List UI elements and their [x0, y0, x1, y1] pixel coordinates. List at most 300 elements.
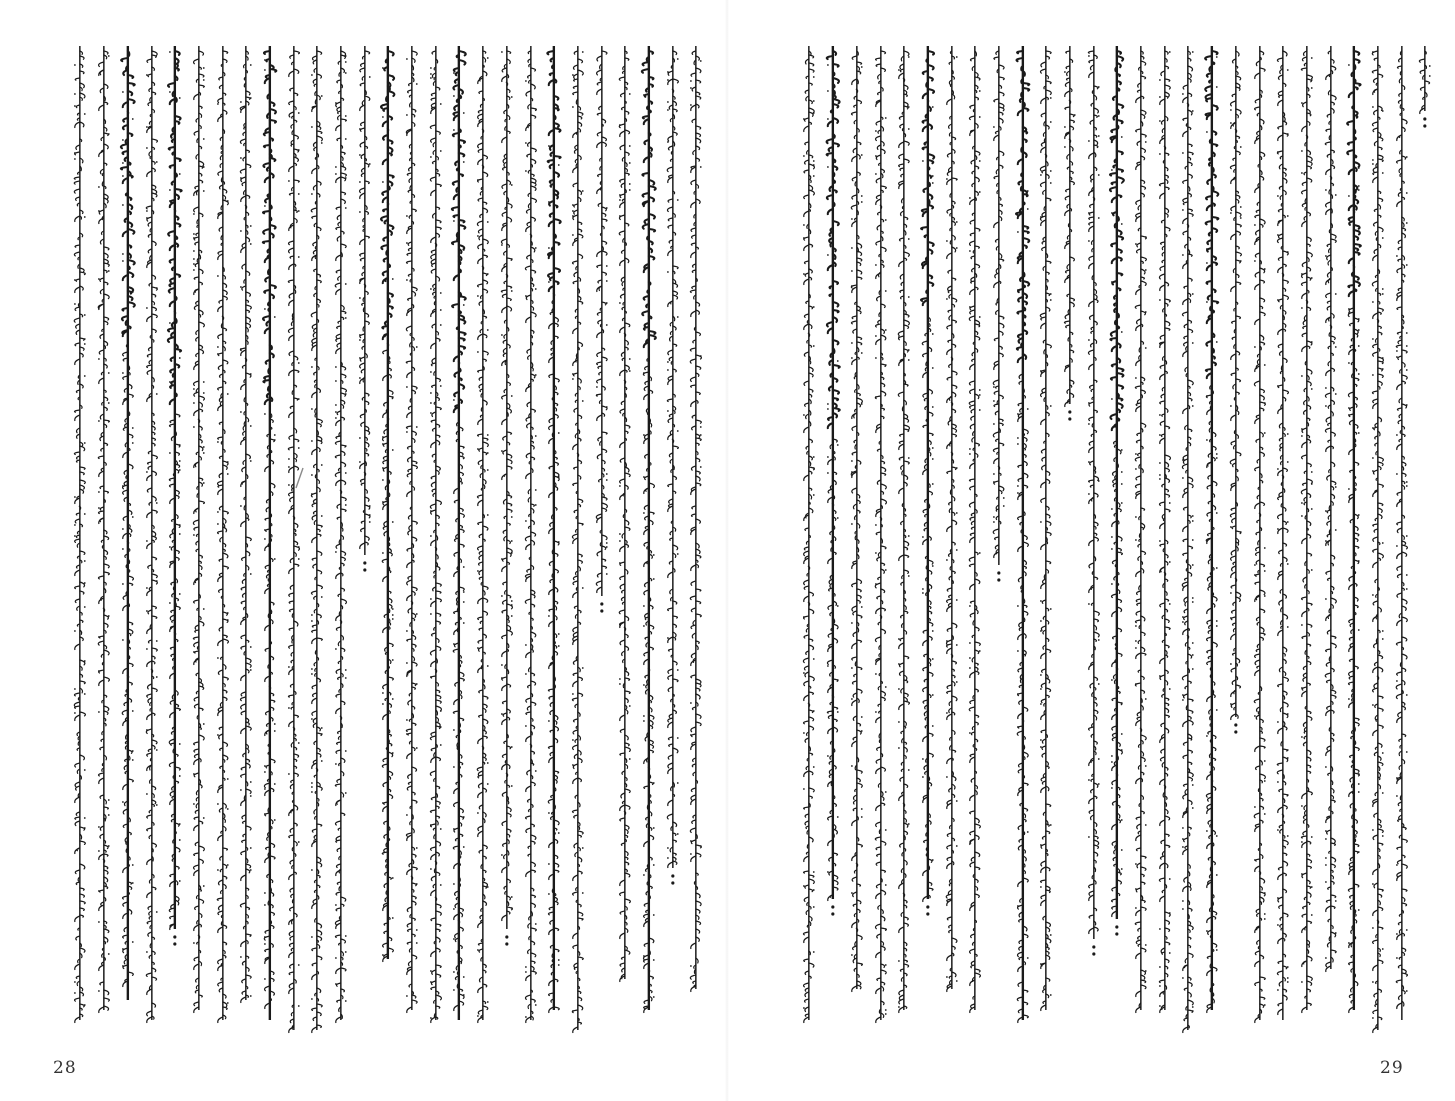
script-glyph: [625, 899, 631, 903]
script-dot: [179, 880, 181, 882]
script-dot: [146, 793, 148, 795]
script-glyph: [80, 948, 85, 952]
script-glyph: [246, 663, 251, 667]
script-glyph: [194, 392, 199, 396]
script-glyph: [1378, 829, 1383, 832]
script-glyph: [530, 148, 535, 152]
script-word-tail: [596, 517, 601, 523]
script-dot: [430, 371, 432, 373]
script-glyph: [672, 79, 678, 83]
script-dot: [700, 355, 702, 357]
script-glyph: [483, 526, 488, 530]
script-glyph: [288, 248, 293, 253]
script-glyph: [525, 536, 530, 541]
script-glyph: [1396, 522, 1401, 525]
left-text-column: [211, 40, 235, 1050]
script-glyph: [199, 501, 205, 504]
script-dot: [203, 392, 205, 394]
script-glyph: [104, 650, 109, 655]
script-dot: [667, 141, 669, 143]
script-word-tail: [241, 247, 246, 253]
script-glyph: [436, 220, 441, 223]
left-text-column: [661, 40, 685, 1050]
script-word-tail: [478, 987, 483, 993]
script-dot: [643, 684, 645, 686]
script-glyph: [1396, 684, 1402, 689]
script-glyph: [1396, 980, 1402, 983]
script-dot: [1406, 751, 1408, 753]
script-word-tail: [336, 480, 341, 486]
script-dot: [146, 729, 148, 731]
left-text-column: [471, 40, 495, 1050]
script-dot: [700, 466, 702, 468]
script-dot: [240, 101, 242, 103]
script-dot: [203, 138, 205, 140]
script-glyph: [625, 789, 630, 792]
script-glyph: [1397, 307, 1402, 309]
script-word-tail: [194, 759, 199, 765]
script-dot: [382, 703, 384, 705]
script-glyph: [75, 539, 80, 542]
script-word-tail: [525, 386, 530, 392]
script-dot: [511, 600, 513, 602]
script-word-tail: [194, 1007, 199, 1013]
script-dot: [487, 1001, 489, 1003]
script-word-tail: [288, 568, 293, 574]
script-glyph: [317, 824, 322, 826]
script-dot: [98, 670, 100, 672]
script-word-tail: [217, 576, 222, 582]
script-glyph: [317, 551, 322, 555]
script-dot: [321, 733, 323, 735]
script-word-tail: [431, 311, 436, 317]
script-dot: [321, 596, 323, 598]
script-glyph: [217, 437, 222, 439]
script-word-tail: [146, 989, 151, 995]
script-dot: [122, 139, 124, 141]
script-dot: [240, 505, 242, 507]
script-word-tail: [478, 419, 483, 425]
script-word-tail: [502, 651, 507, 657]
script-glyph: [193, 381, 198, 385]
script-glyph: [99, 511, 104, 514]
script-dot: [250, 460, 252, 462]
script-dot: [311, 786, 313, 788]
mongolian-script-line: [68, 40, 92, 1050]
script-word-tail: [359, 463, 364, 469]
script-glyph: [620, 892, 625, 895]
script-dot: [250, 425, 252, 427]
mongolian-script-line: [424, 40, 448, 1050]
script-dot: [345, 1000, 347, 1002]
script-word-tail: [407, 412, 412, 418]
script-glyph: [478, 284, 483, 287]
script-dot: [122, 91, 124, 93]
right-text-column: [1390, 40, 1414, 1050]
script-dot: [700, 166, 702, 168]
script-glyph: [572, 745, 577, 750]
script-dot: [359, 211, 361, 213]
script-dot: [321, 464, 323, 466]
left-text-column: [424, 40, 448, 1050]
script-glyph: [1378, 762, 1383, 765]
script-glyph: [288, 593, 293, 596]
script-dot: [511, 907, 513, 909]
script-dot: [629, 93, 631, 95]
script-dot: [453, 220, 455, 222]
script-word-tail: [407, 595, 412, 601]
script-dot: [511, 746, 513, 748]
script-glyph: [601, 432, 606, 434]
script-glyph: [619, 610, 625, 614]
script-dot: [1382, 172, 1384, 174]
script-dot: [74, 981, 76, 983]
script-dot: [667, 410, 669, 412]
script-dot: [677, 199, 679, 201]
script-word-tail: [217, 405, 222, 411]
script-word-tail: [691, 202, 696, 208]
script-dot: [487, 886, 489, 888]
script-word-tail: [478, 738, 483, 744]
script-dot: [217, 657, 219, 659]
script-word-tail: [620, 202, 625, 208]
script-word-tail: [1420, 108, 1425, 114]
script-dot: [335, 957, 337, 959]
script-dot: [558, 633, 560, 635]
script-glyph: [312, 312, 318, 317]
script-dot: [430, 412, 432, 414]
script-word-tail: [359, 193, 364, 199]
script-glyph: [80, 272, 85, 275]
script-dot: [298, 112, 300, 114]
script-glyph: [246, 305, 251, 309]
script-dot: [193, 263, 195, 265]
script-dot: [311, 440, 313, 442]
script-glyph: [620, 818, 625, 821]
script-dot: [1406, 264, 1408, 266]
script-dot: [226, 612, 228, 614]
script-dot: [335, 366, 337, 368]
script-glyph: [596, 379, 601, 383]
script-dot: [1372, 51, 1374, 53]
script-dot: [440, 385, 442, 387]
script-word-tail: [312, 974, 317, 980]
script-word-tail: [288, 721, 293, 727]
pencil-mark-icon: [293, 466, 305, 492]
script-dot: [629, 189, 631, 191]
script-glyph: [1373, 399, 1378, 403]
script-glyph: [430, 650, 435, 655]
script-glyph: [151, 139, 157, 142]
script-dot: [534, 247, 536, 249]
script-dot: [108, 845, 110, 847]
script-dot: [582, 51, 584, 53]
script-word-tail: [99, 151, 104, 157]
script-dot: [487, 329, 489, 331]
script-word-tail: [620, 370, 625, 376]
script-dot: [122, 965, 124, 967]
script-dot: [501, 677, 503, 679]
script-dot: [605, 302, 607, 304]
paragraph-end-mark: [505, 942, 508, 945]
script-glyph: [151, 648, 156, 651]
script-word-tail: [1396, 201, 1401, 207]
script-dot: [653, 996, 655, 998]
script-dot: [240, 411, 242, 413]
script-dot: [534, 489, 536, 491]
script-word-tail: [336, 420, 341, 426]
script-glyph: [104, 677, 110, 681]
script-word-tail: [478, 334, 483, 340]
script-glyph: [193, 865, 198, 869]
script-glyph: [104, 294, 109, 299]
script-glyph: [241, 646, 246, 649]
script-dot: [98, 210, 100, 212]
script-dot: [74, 158, 76, 160]
script-word-tail: [407, 228, 412, 234]
mongolian-script-line: [1390, 40, 1414, 1050]
script-dot: [264, 529, 266, 531]
script-word-tail: [217, 1017, 222, 1023]
script-glyph: [483, 351, 488, 355]
script-dot: [700, 426, 702, 428]
script-dot: [406, 814, 408, 816]
script-glyph: [691, 180, 696, 185]
script-word-tail: [691, 105, 696, 111]
script-dot: [582, 918, 584, 920]
script-dot: [453, 399, 455, 401]
script-dot: [548, 201, 550, 203]
script-glyph: [75, 181, 81, 184]
script-dot: [359, 181, 361, 183]
script-dot: [203, 79, 205, 81]
script-dot: [335, 411, 337, 413]
script-dot: [653, 554, 655, 556]
script-dot: [1382, 752, 1384, 754]
script-word-tail: [1396, 553, 1401, 559]
script-dot: [392, 449, 394, 451]
script-word-tail: [525, 1017, 530, 1023]
script-dot: [108, 402, 110, 404]
script-dot: [430, 1017, 432, 1019]
script-dot: [146, 471, 148, 473]
script-dot: [382, 436, 384, 438]
script-dot: [487, 514, 489, 516]
script-dot: [146, 74, 148, 76]
script-dot: [440, 292, 442, 294]
script-glyph: [336, 694, 341, 697]
script-dot: [179, 97, 181, 99]
script-glyph: [193, 520, 198, 525]
script-word-tail: [75, 797, 80, 803]
script-word-tail: [620, 805, 625, 811]
script-glyph: [80, 551, 85, 554]
script-dot: [643, 94, 645, 96]
script-glyph: [241, 903, 246, 907]
script-dot: [98, 636, 100, 638]
mongolian-script-line: [329, 40, 353, 1050]
script-glyph: [691, 975, 697, 979]
script-dot: [1372, 427, 1374, 429]
script-word-tail: [146, 661, 151, 667]
script-word-tail: [667, 862, 672, 868]
script-dot: [298, 362, 300, 364]
script-dot: [392, 608, 394, 610]
script-glyph: [151, 574, 156, 578]
script-dot: [382, 802, 384, 804]
script-dot: [430, 288, 432, 290]
script-word-tail: [525, 652, 530, 658]
script-glyph: [691, 359, 697, 363]
script-dot: [416, 747, 418, 749]
script-dot: [572, 378, 574, 380]
script-dot: [572, 215, 574, 217]
script-word-tail: [312, 1027, 317, 1033]
script-dot: [416, 346, 418, 348]
script-glyph: [412, 51, 417, 55]
script-word-tail: [241, 384, 246, 390]
script-dot: [629, 358, 631, 360]
script-glyph: [1396, 672, 1401, 675]
script-glyph: [436, 965, 441, 967]
script-word-tail: [667, 177, 672, 183]
script-dot: [250, 573, 252, 575]
script-word-tail: [1373, 667, 1378, 673]
script-dot: [146, 540, 148, 542]
script-glyph: [572, 534, 577, 538]
script-word-tail: [75, 964, 80, 970]
script-word-tail: [217, 116, 222, 122]
page-number-left: 28: [53, 1058, 77, 1078]
script-glyph: [578, 234, 583, 238]
script-word-tail: [241, 875, 246, 881]
script-word-tail: [691, 565, 696, 571]
script-word-tail: [478, 500, 483, 506]
script-dot: [335, 983, 337, 985]
script-dot: [548, 281, 550, 283]
script-glyph: [407, 580, 412, 585]
script-dot: [108, 615, 110, 617]
script-dot: [288, 458, 290, 460]
script-dot: [619, 215, 621, 217]
script-dot: [605, 479, 607, 481]
script-glyph: [222, 553, 227, 558]
script-word-tail: [620, 715, 625, 721]
script-dot: [203, 817, 205, 819]
script-dot: [84, 513, 86, 515]
script-glyph: [668, 136, 673, 141]
script-word-tail: [620, 880, 625, 886]
script-dot: [440, 710, 442, 712]
script-word-tail: [1373, 255, 1378, 261]
script-dot: [511, 540, 513, 542]
script-word-tail: [525, 871, 530, 877]
script-glyph: [104, 706, 109, 711]
script-glyph: [1401, 617, 1406, 622]
script-glyph: [625, 873, 630, 877]
script-dot: [84, 693, 86, 695]
script-glyph: [1401, 119, 1406, 124]
script-dot: [1429, 75, 1431, 77]
script-dot: [288, 707, 290, 709]
script-dot: [335, 648, 337, 650]
script-dot: [440, 744, 442, 746]
mongolian-script-line: [353, 40, 377, 1050]
script-glyph: [1378, 696, 1383, 698]
script-dot: [406, 719, 408, 721]
script-glyph: [502, 184, 507, 188]
script-dot: [264, 413, 266, 415]
script-dot: [596, 386, 598, 388]
script-glyph: [667, 350, 672, 355]
script-word-tail: [288, 412, 293, 418]
script-word-tail: [99, 471, 104, 477]
script-glyph: [151, 455, 157, 459]
script-dot: [84, 375, 86, 377]
script-dot: [311, 193, 313, 195]
script-glyph: [1378, 843, 1383, 845]
script-glyph: [430, 138, 435, 142]
script-dot: [572, 210, 574, 212]
script-glyph: [412, 537, 417, 541]
script-dot: [1406, 404, 1408, 406]
script-glyph: [75, 998, 80, 1001]
script-dot: [548, 615, 550, 617]
script-dot: [1372, 457, 1374, 459]
script-dot: [345, 935, 347, 937]
script-glyph: [1396, 694, 1401, 699]
script-glyph: [578, 912, 583, 916]
script-glyph: [1372, 70, 1378, 73]
script-glyph: [222, 360, 227, 364]
script-glyph: [667, 814, 673, 819]
script-glyph: [1378, 374, 1383, 377]
script-dot: [667, 71, 669, 73]
script-dot: [335, 404, 337, 406]
script-dot: [511, 96, 513, 98]
script-glyph: [312, 208, 318, 212]
script-word-tail: [194, 94, 199, 100]
script-glyph: [336, 840, 341, 842]
script-glyph: [341, 497, 346, 500]
left-text-column: [519, 40, 543, 1050]
script-glyph: [525, 816, 530, 819]
script-dot: [525, 1016, 527, 1018]
script-word-tail: [336, 923, 341, 929]
script-dot: [193, 426, 195, 428]
script-dot: [264, 892, 266, 894]
script-word-tail: [478, 792, 483, 798]
script-glyph: [317, 786, 322, 790]
script-word-tail: [620, 131, 625, 137]
script-glyph: [246, 826, 251, 830]
script-dot: [463, 994, 465, 996]
mongolian-script-line: [187, 40, 211, 1050]
script-dot: [84, 817, 86, 819]
script-dot: [643, 434, 645, 436]
script-dot: [179, 444, 181, 446]
script-glyph: [75, 763, 80, 767]
script-glyph: [530, 928, 536, 931]
script-dot: [298, 558, 300, 560]
script-dot: [477, 812, 479, 814]
paragraph-end-mark: [600, 602, 603, 605]
script-glyph: [1378, 155, 1383, 158]
script-glyph: [431, 732, 436, 735]
script-dot: [345, 317, 347, 319]
script-glyph: [667, 207, 672, 212]
script-glyph: [1378, 553, 1384, 558]
